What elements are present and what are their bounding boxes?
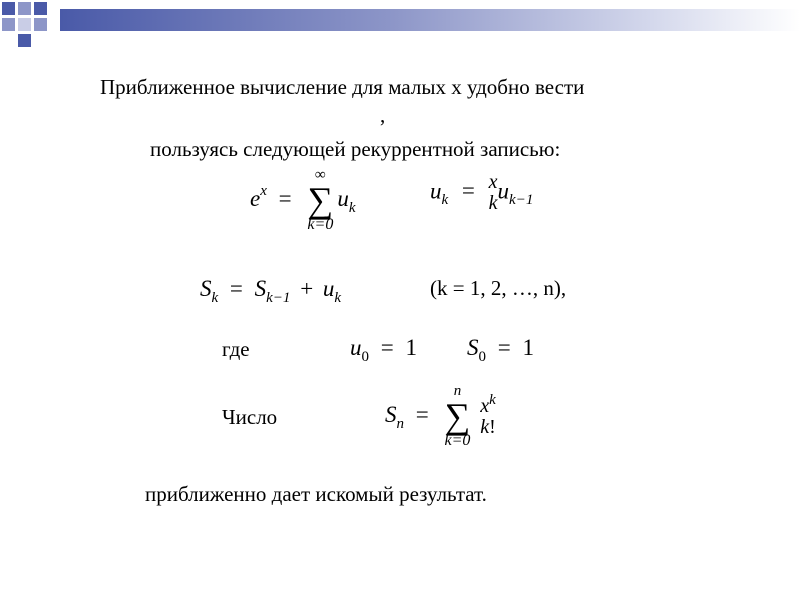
fraction: x k <box>488 171 498 214</box>
decor-square <box>34 2 47 15</box>
header-decoration <box>0 0 800 50</box>
formula-s0: $S_0 = 1$ <box>467 335 534 365</box>
decor-square <box>2 2 15 15</box>
decor-square <box>18 34 31 47</box>
decor-square <box>18 2 31 15</box>
number-label: Число <box>222 405 278 429</box>
formula-exp-series: $e^x$ = ∞ ∑ k=0 $u_k$ <box>250 167 356 234</box>
range-note: (k = 1, 2, …, n), <box>430 276 567 300</box>
intro-line-1: Приближенное вычисление для малых x удобно вести <box>100 75 585 99</box>
intro-line-2: пользуясь следующей рекуррентной записью: <box>150 137 561 161</box>
where-label: где <box>222 337 250 361</box>
formula-recurrence-s: $S_k = S_{k-1} + u_k$ <box>200 276 342 306</box>
closing-text: приближенно дает искомый результат. <box>145 482 487 506</box>
decor-square <box>2 18 15 31</box>
sum-operator: ∞ ∑ k=0 <box>307 167 334 234</box>
header-band <box>60 9 800 31</box>
fraction: $x^k$ k! <box>480 391 496 438</box>
decor-square <box>34 18 47 31</box>
formula-recurrence-u: $u_k$ = x k $u_{k-1}$ <box>430 171 534 214</box>
formula-u0: $u_0 = 1$ <box>350 335 417 365</box>
decor-square <box>18 18 31 31</box>
comma: , <box>380 103 386 127</box>
formula-sn: $S_n$ = n ∑ k=0 $x^k$ k! <box>385 383 496 450</box>
sum-operator: n ∑ k=0 <box>444 383 471 450</box>
